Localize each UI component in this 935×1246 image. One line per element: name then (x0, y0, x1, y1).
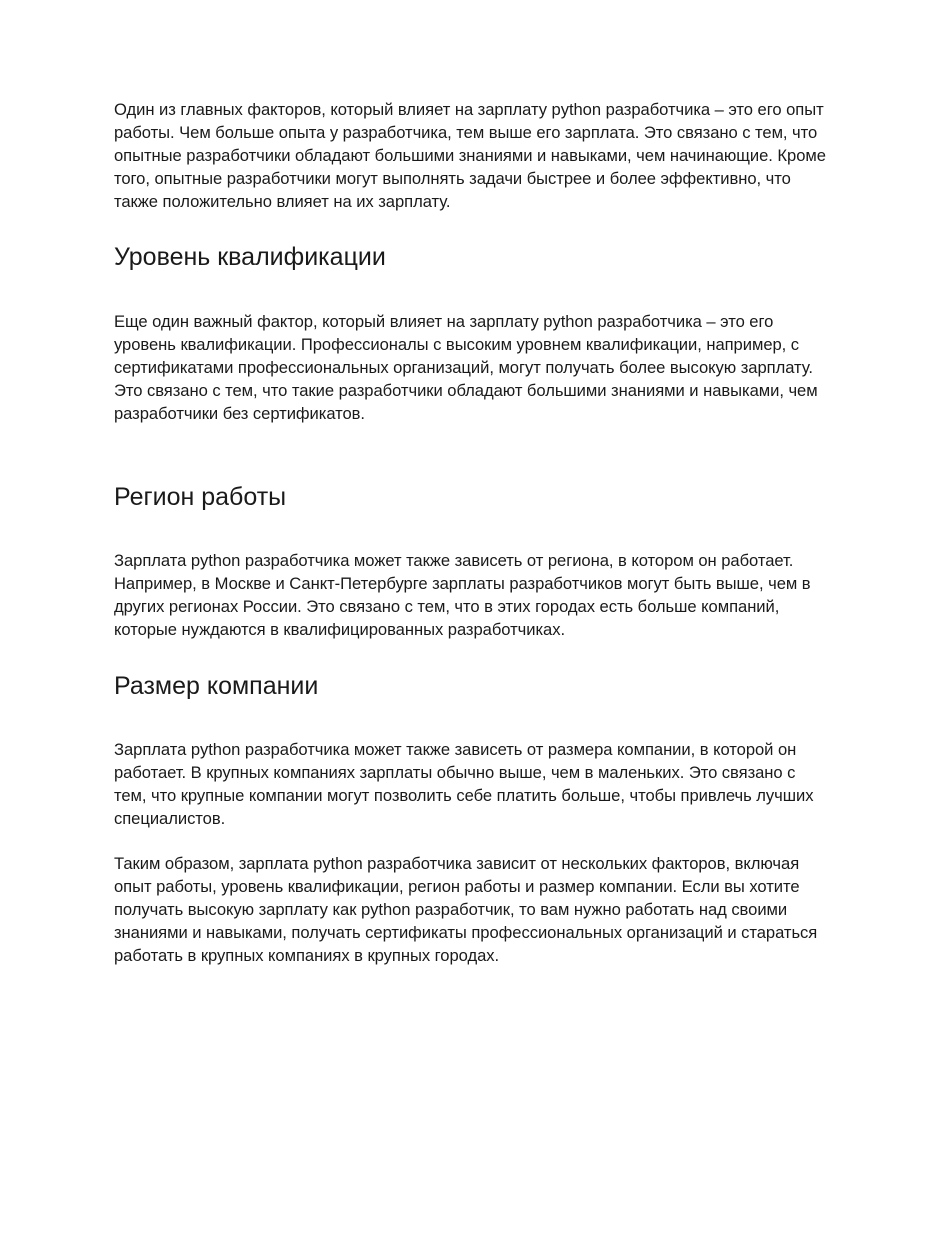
paragraph-experience: Один из главных факторов, который влияет на зарплату python разработчика – это его опыт работы. Чем больше опыта у разработчика, тем выше его зарплата. Это связано с тем, что опытные разработчики обладают большими знаниями и навыками, чем начинающие. Кроме того, опытные разработчики могут выполнять задачи быстрее и более эффективно, что также положительно влияет на их зарплату. (114, 100, 826, 211)
paragraph-region: Зарплата python разработчика может также зависеть от региона, в котором он работает. Например, в Москве и Санкт-Петербурге зарплаты разработчиков могут быть выше, чем в других регионах России. Это связано с тем, что в этих городах есть больше компаний, которые нуждаются в квалифицированных разработчиках. (114, 551, 811, 639)
paragraph-company-size: Зарплата python разработчика может также зависеть от размера компании, в которой он работает. В крупных компаниях зарплаты обычно выше, чем в маленьких. Это связано с тем, что крупные компании могут позволить себе платить больше, чтобы привлечь лучших специалистов. (114, 740, 814, 828)
paragraph-conclusion: Таким образом, зарплата python разработчика зависит от нескольких факторов, включая опыт работы, уровень квалификации, регион работы и размер компании. Если вы хотите получать высокую зарплату как python разработчик, то вам нужно работать над своими знаниями и навыками, получать сертификаты профессиональных организаций и стараться работать в крупных компаниях в крупных городах. (114, 854, 818, 965)
paragraph-qualification: Еще один важный фактор, который влияет на зарплату python разработчика – это его уровень квалификации. Профессионалы с высоким уровнем квалификации, например, с сертификатами профессиональных организаций, могут получать более высокую зарплату. Это связано с тем, что такие разработчики обладают большими знаниями и навыками, чем разработчики без сертификатов. (114, 312, 818, 423)
document-body (114, 98, 826, 967)
heading-region: Регион работы (114, 483, 287, 511)
heading-company-size: Размер компании (114, 672, 319, 700)
heading-qualification: Уровень квалификации (114, 243, 386, 271)
